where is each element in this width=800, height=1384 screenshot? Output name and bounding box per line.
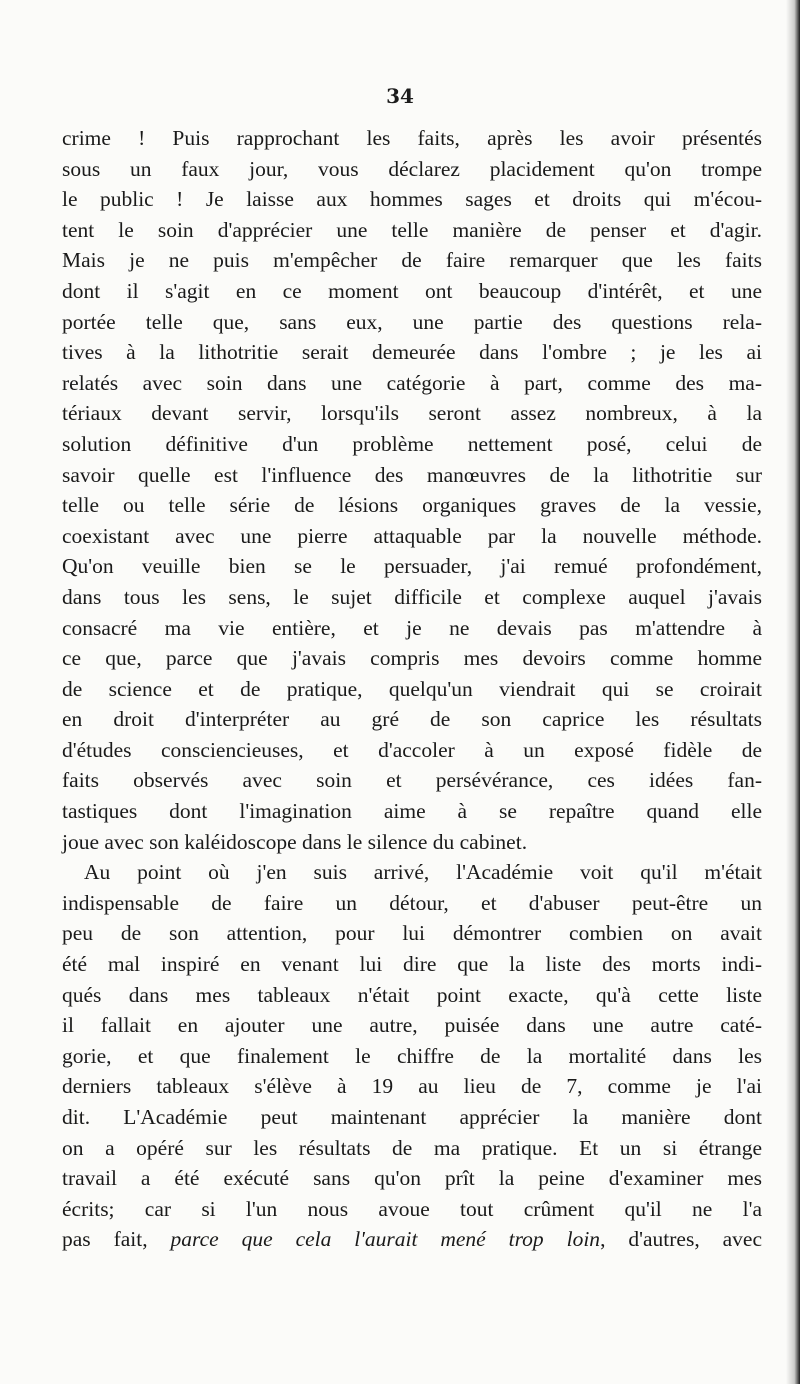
text-line: derniers tableaux s'élève à 19 au lieu de 7, comme je l'ai (62, 1074, 762, 1099)
text-line: écrits; car si l'un nous avoue tout crûment qu'il ne l'a (62, 1196, 762, 1221)
text-line: tastiques dont l'imagination aime à se repaître quand elle (62, 799, 762, 824)
text-line: Mais je ne puis m'empêcher de faire remarquer que les faits (62, 248, 762, 273)
text-line: gorie, et que finalement le chiffre de la mortalité dans les (62, 1043, 762, 1068)
text-line: portée telle que, sans eux, une partie des questions rela- (62, 309, 762, 334)
text-line: Au point où j'en suis arrivé, l'Académie voit qu'il m'était (84, 860, 762, 885)
text-line: dont il s'agit en ce moment ont beaucoup d'intérêt, et une (62, 278, 762, 303)
text-line: solution définitive d'un problème nettement posé, celui de (62, 431, 762, 456)
page-edge-shadow (786, 0, 800, 1384)
text-line: de science et de pratique, quelqu'un viendrait qui se croirait (62, 676, 762, 701)
text-line: dit. L'Académie peut maintenant apprécier la manière dont (62, 1105, 762, 1129)
text-line-final (62, 1224, 762, 1255)
text-segment: , d'autres, avec (600, 1227, 762, 1252)
text-line: en droit d'interpréter au gré de son caprice les résultats (62, 707, 762, 732)
italic-quote: parce que cela l'aurait mené trop loin (170, 1227, 601, 1252)
text-line: crime ! Puis rapprochant les faits, après les avoir présentés (62, 126, 762, 150)
text-line: faits observés avec soin et persévérance, ces idées fan- (62, 768, 762, 793)
text-line: le public ! Je laisse aux hommes sages et droits qui m'écou- (62, 187, 762, 212)
text-line: peu de son attention, pour lui démontrer combien on avait (62, 921, 762, 946)
text-line: on a opéré sur les résultats de ma pratique. Et un si étrange (62, 1135, 762, 1160)
body-text (62, 123, 762, 1255)
text-line: ce que, parce que j'avais compris mes devoirs comme homme (62, 646, 762, 671)
text-line: consacré ma vie entière, et je ne devais pas m'attendre à (62, 615, 762, 640)
text-segment: pas fait, (62, 1227, 171, 1252)
text-line: dans tous les sens, le sujet difficile et complexe auquel j'avais (62, 584, 762, 609)
text-line: qués dans mes tableaux n'était point exacte, qu'à cette liste (62, 982, 762, 1007)
text-line: été mal inspiré en venant lui dire que la liste des morts indi- (62, 952, 762, 977)
text-line: Qu'on veuille bien se le persuader, j'ai remué profondément, (62, 554, 762, 579)
text-line: tives à la lithotritie serait demeurée dans l'ombre ; je les ai (62, 340, 762, 365)
text-line: d'études consciencieuses, et d'accoler à un exposé fidèle de (62, 737, 762, 762)
text-line: tériaux devant servir, lorsqu'ils seront assez nombreux, à la (62, 401, 762, 426)
text-line: indispensable de faire un détour, et d'abuser peut-être un (62, 890, 762, 915)
text-line: telle ou telle série de lésions organiques graves de la vessie, (62, 493, 762, 518)
page-number: 34 (386, 84, 414, 108)
text-line: tent le soin d'apprécier une telle manière de penser et d'agir. (62, 217, 762, 242)
text-line: coexistant avec une pierre attaquable par la nouvelle méthode. (62, 523, 762, 548)
text-line: il fallait en ajouter une autre, puisée dans une autre caté- (62, 1013, 762, 1038)
text-line: savoir quelle est l'influence des manœuvres de la lithotritie sur (62, 462, 762, 487)
text-line: sous un faux jour, vous déclarez placidement qu'on trompe (62, 156, 762, 181)
text-line: relatés avec soin dans une catégorie à part, comme des ma- (62, 370, 762, 395)
text-line: travail a été exécuté sans qu'on prît la peine d'examiner mes (62, 1166, 762, 1191)
text-line: joue avec son kaléidoscope dans le silence du cabinet. (62, 829, 528, 854)
